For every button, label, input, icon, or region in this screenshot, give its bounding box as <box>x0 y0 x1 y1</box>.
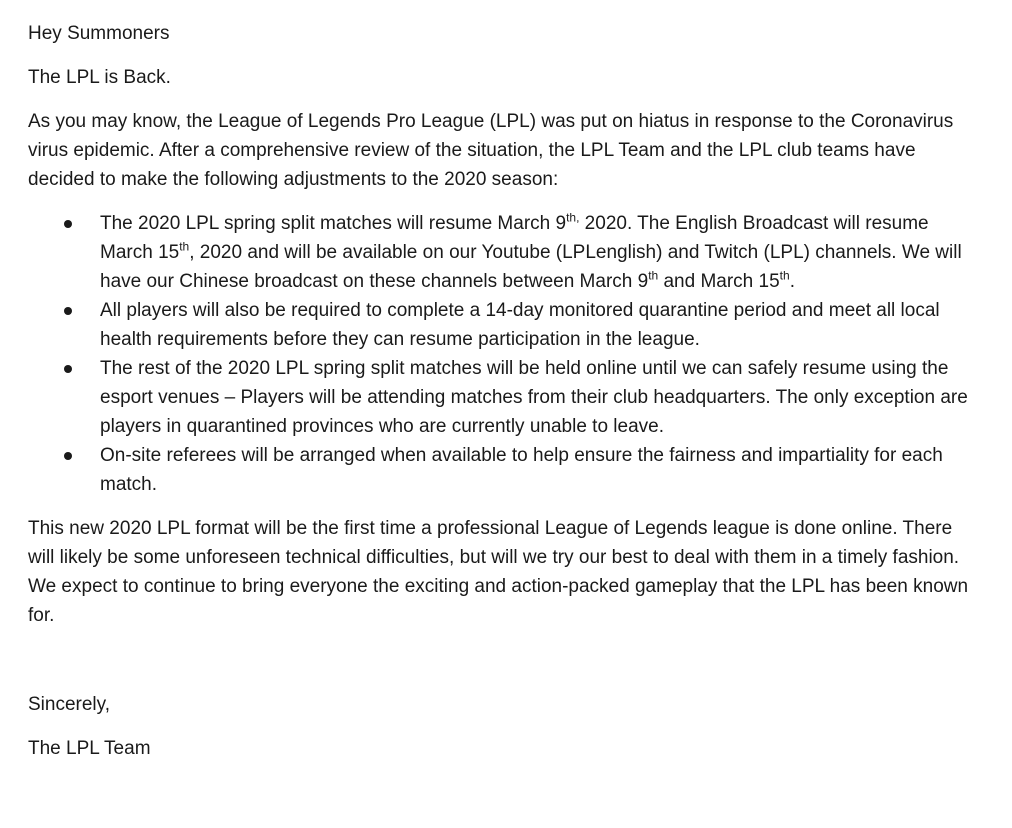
greeting: Hey Summoners <box>28 23 170 44</box>
adjustments-list <box>28 209 978 499</box>
list-item <box>28 209 978 296</box>
bullet-icon <box>64 365 72 373</box>
list-item <box>28 296 978 354</box>
bullet-icon <box>64 452 72 460</box>
list-item-text-part: , 2020 and will be available on our Youtube (LPLenglish) and Twitch (LPL) channels. We will have our Chinese broadcast on these channels between March 9 <box>100 242 962 292</box>
signoff: Sincerely, <box>28 694 111 715</box>
headline: The LPL is Back. <box>28 67 171 88</box>
closing-paragraph: This new 2020 LPL format will be the first time a professional League of Legends league is done online. There will likely be some unforeseen technical difficulties, but will we try our best to deal with them in a timely fashion. We expect to continue to bring everyone the exciting and action-packed gameplay that the LPL has been known for. <box>28 518 969 626</box>
list-item-text-part: and March 15 <box>658 271 780 292</box>
superscript: th <box>779 268 790 283</box>
superscript: th <box>179 239 190 254</box>
list-item-text-part: 2020. The English Broadcast will resume March 15 <box>100 213 929 263</box>
list-item <box>28 354 978 441</box>
superscript: th, <box>566 210 580 225</box>
intro-paragraph: As you may know, the League of Legends Pro League (LPL) was put on hiatus in response to the Coronavirus virus epidemic. After a comprehensive review of the situation, the LPL Team and the LPL club teams have decided to make the following adjustments to the 2020 season: <box>28 111 954 190</box>
bullet-icon <box>64 220 72 228</box>
signature: The LPL Team <box>28 738 151 759</box>
superscript: th <box>648 268 659 283</box>
list-item-text: All players will also be required to complete a 14-day monitored quarantine period and meet all local health requirements before they can resume participation in the league. <box>100 300 940 350</box>
list-item-text: The rest of the 2020 LPL spring split matches will be held online until we can safely resume using the esport venues – Players will be attending matches from their club headquarters. The only exception are players in quarantined provinces who are currently unable to leave. <box>100 358 968 437</box>
list-item-text-part: . <box>789 271 795 292</box>
bullet-icon <box>64 307 72 315</box>
list-item <box>28 441 978 499</box>
announcement-document <box>28 19 978 763</box>
list-item-text: On-site referees will be arranged when available to help ensure the fairness and impartiality for each match. <box>100 445 943 495</box>
list-item-text-part: The 2020 LPL spring split matches will resume March 9 <box>100 213 567 234</box>
